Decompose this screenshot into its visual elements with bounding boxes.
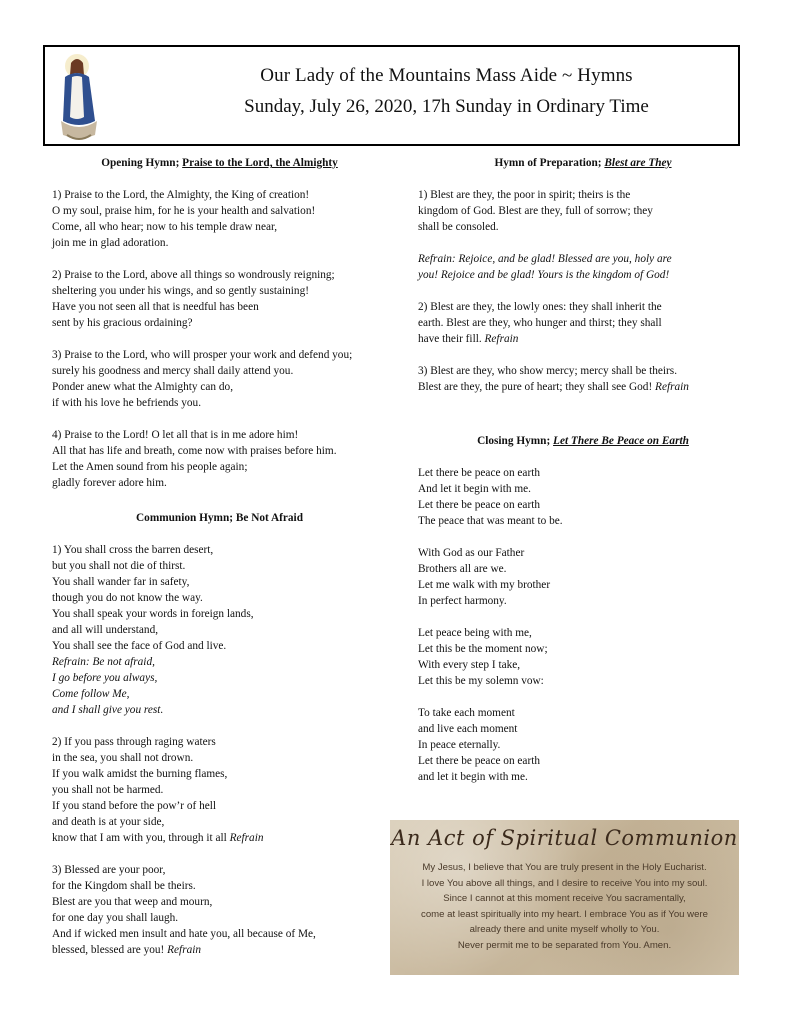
closing-verse-2 xyxy=(418,545,748,609)
verse-line: Let this be my solemn vow: xyxy=(418,675,544,687)
page-subtitle: Sunday, July 26, 2020, 17h Sunday in Ordinary Time xyxy=(244,96,649,117)
opening-verse-2 xyxy=(52,267,387,331)
closing-hymn-name: Let There Be Peace on Earth xyxy=(553,435,689,447)
verse-line: To take each moment xyxy=(418,707,515,719)
preparation-hymn-label: Hymn of Preparation; xyxy=(494,157,602,169)
verse-line: 4) Praise to the Lord! O let all that is in me adore him! xyxy=(52,429,299,441)
right-column xyxy=(418,155,748,801)
verse-line: sent by his gracious ordaining? xyxy=(52,317,193,329)
verse-line: earth. Blest are they, who hunger and thirst; they shall xyxy=(418,317,662,329)
verse-line: The peace that was meant to be. xyxy=(418,515,563,527)
verse-line: 2) If you pass through raging waters xyxy=(52,736,216,748)
closing-verse-3 xyxy=(418,625,748,689)
verse-line: You shall speak your words in foreign lands, xyxy=(52,608,254,620)
page-title: Our Lady of the Mountains Mass Aide ~ Hymns xyxy=(260,65,633,86)
verse-line: Come, all who hear; now to his temple draw near, xyxy=(52,221,278,233)
verse-line: With God as our Father xyxy=(418,547,525,559)
verse-line: In perfect harmony. xyxy=(418,595,507,607)
communion-verse-3 xyxy=(52,862,387,958)
preparation-hymn-title xyxy=(418,155,748,171)
refrain-line: Come follow Me, xyxy=(52,688,130,700)
communion-verse-1 xyxy=(52,542,387,718)
communion-hymn-name: Be Not Afraid xyxy=(235,512,303,524)
verse-line: With every step I take, xyxy=(418,659,521,671)
prayer-line: Never permit me to be separated from You. Amen. xyxy=(457,939,672,951)
prayer-line: I love You above all things, and I desire to receive You into my soul. xyxy=(421,877,708,889)
closing-verse-4 xyxy=(418,705,748,785)
verse-line: for one day you shall laugh. xyxy=(52,912,179,924)
verse-line: Let there be peace on earth xyxy=(418,467,540,479)
verse-line: Let this be the moment now; xyxy=(418,643,548,655)
left-column xyxy=(52,155,387,974)
verse-line: surely his goodness and mercy shall daily attend you. xyxy=(52,365,294,377)
closing-hymn-label: Closing Hymn; xyxy=(477,435,551,447)
verse-text: know that I am with you, through it all xyxy=(52,832,230,844)
verse-text: have their fill. xyxy=(418,333,485,345)
verse-line: Let peace being with me, xyxy=(418,627,532,639)
verse-line: in the sea, you shall not drown. xyxy=(52,752,194,764)
prayer-line: come at least spiritually into my heart. I embrace You as if You were xyxy=(421,908,708,920)
spiritual-communion-prayer xyxy=(398,860,731,953)
verse-line: Let there be peace on earth xyxy=(418,499,540,511)
verse-line xyxy=(52,942,387,958)
prayer-line: Since I cannot at this moment receive You sacramentally, xyxy=(443,893,686,904)
preparation-refrain xyxy=(418,251,748,283)
verse-line: Have you not seen all that is needful has been xyxy=(52,301,259,313)
verse-line: kingdom of God. Blest are they, full of sorrow; they xyxy=(418,205,653,217)
preparation-verse-1 xyxy=(418,187,748,235)
verse-line: join me in glad adoration. xyxy=(52,237,169,249)
communion-hymn-label: Communion Hymn; xyxy=(136,512,233,524)
verse-line: sheltering you under his wings, and so gently sustaining! xyxy=(52,285,309,297)
prayer-line: already there and unite myself wholly to You. xyxy=(469,924,660,935)
verse-line xyxy=(418,331,748,347)
verse-text: blessed, blessed are you! xyxy=(52,944,168,956)
verse-line: you shall not be harmed. xyxy=(52,784,164,796)
opening-hymn-name: Praise to the Lord, the Almighty xyxy=(182,157,338,169)
preparation-hymn-name: Blest are They xyxy=(604,157,672,169)
verse-line: 3) Blest are they, who show mercy; mercy shall be theirs. xyxy=(418,365,678,377)
verse-line: You shall wander far in safety, xyxy=(52,576,190,588)
verse-line: Let there be peace on earth xyxy=(418,755,540,767)
communion-hymn-title xyxy=(52,510,387,526)
verse-line: and let it begin with me. xyxy=(418,771,528,783)
spiritual-communion-card xyxy=(390,820,739,975)
refrain-line: and I shall give you rest. xyxy=(52,704,164,716)
closing-hymn-title xyxy=(418,433,748,449)
verse-line xyxy=(52,830,387,846)
refrain-line: Refrain: Be not afraid, xyxy=(52,656,155,668)
refrain-line: Refrain: Rejoice, and be glad! Blessed are you, holy are xyxy=(418,253,672,265)
verse-line: And if wicked men insult and hate you, all because of Me, xyxy=(52,928,316,940)
refrain-marker: Refrain xyxy=(484,333,519,345)
verse-line: Brothers all are we. xyxy=(418,563,507,575)
prayer-line: My Jesus, I believe that You are truly present in the Holy Eucharist. xyxy=(422,862,707,873)
virgin-mary-image xyxy=(51,51,107,143)
verse-line: for the Kingdom shall be theirs. xyxy=(52,880,196,892)
closing-verse-1 xyxy=(418,465,748,529)
verse-line: 1) You shall cross the barren desert, xyxy=(52,544,214,556)
refrain-marker: Refrain xyxy=(167,944,202,956)
verse-line: 1) Blest are they, the poor in spirit; theirs is the xyxy=(418,189,631,201)
verse-line: If you walk amidst the burning flames, xyxy=(52,768,228,780)
verse-line: and death is at your side, xyxy=(52,816,165,828)
verse-line: 3) Blessed are your poor, xyxy=(52,864,166,876)
verse-line: Blest are you that weep and mourn, xyxy=(52,896,213,908)
opening-verse-1 xyxy=(52,187,387,251)
verse-line: O my soul, praise him, for he is your health and salvation! xyxy=(52,205,316,217)
refrain-marker: Refrain xyxy=(229,832,264,844)
verse-line: though you do not know the way. xyxy=(52,592,203,604)
verse-line: if with his love he befriends you. xyxy=(52,397,202,409)
verse-line: In peace eternally. xyxy=(418,739,501,751)
verse-line: 2) Praise to the Lord, above all things so wondrously reigning; xyxy=(52,269,335,281)
verse-line: and all will understand, xyxy=(52,624,159,636)
verse-line: Ponder anew what the Almighty can do, xyxy=(52,381,234,393)
verse-line: but you shall not die of thirst. xyxy=(52,560,186,572)
verse-line: gladly forever adore him. xyxy=(52,477,167,489)
verse-line: Let me walk with my brother xyxy=(418,579,551,591)
refrain-marker: Refrain xyxy=(655,381,689,393)
spiritual-communion-title: An Act of Spiritual Communion xyxy=(391,826,738,850)
opening-hymn-title xyxy=(52,155,387,171)
opening-hymn-label: Opening Hymn; xyxy=(101,157,180,169)
verse-line: and live each moment xyxy=(418,723,518,735)
verse-line: shall be consoled. xyxy=(418,221,499,233)
verse-text: Blest are they, the pure of heart; they shall see God! xyxy=(418,381,656,393)
verse-line: And let it begin with me. xyxy=(418,483,531,495)
verse-line: 3) Praise to the Lord, who will prosper your work and defend you; xyxy=(52,349,353,361)
opening-verse-4 xyxy=(52,427,387,491)
verse-line: You shall see the face of God and live. xyxy=(52,640,227,652)
verse-line xyxy=(418,379,748,395)
communion-verse-2 xyxy=(52,734,387,846)
verse-line: 2) Blest are they, the lowly ones: they shall inherit the xyxy=(418,301,662,313)
refrain-line: I go before you always, xyxy=(52,672,158,684)
verse-line: 1) Praise to the Lord, the Almighty, the King of creation! xyxy=(52,189,310,201)
verse-line: Let the Amen sound from his people again; xyxy=(52,461,248,473)
verse-line: All that has life and breath, come now with praises before him. xyxy=(52,445,337,457)
refrain-line: you! Rejoice and be glad! Yours is the kingdom of God! xyxy=(418,269,670,281)
preparation-verse-2 xyxy=(418,299,748,347)
preparation-verse-3 xyxy=(418,363,748,395)
verse-line: If you stand before the pow’r of hell xyxy=(52,800,217,812)
opening-verse-3 xyxy=(52,347,387,411)
header-box xyxy=(43,45,740,146)
